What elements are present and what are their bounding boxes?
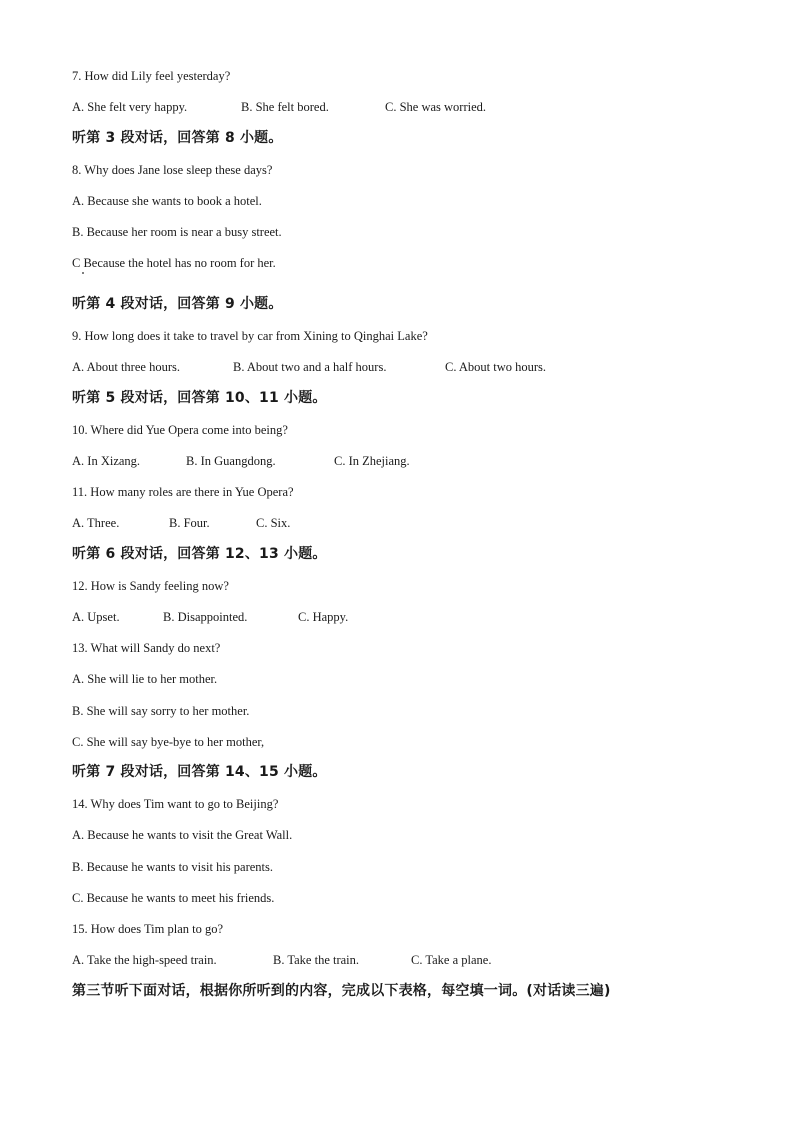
option-7b: B. She felt bored. xyxy=(241,100,329,114)
option-8c: C Because the hotel has no room for her. xyxy=(72,256,276,270)
option-8b: B. Because her room is near a busy street. xyxy=(72,225,282,239)
option-9b: B. About two and a half hours. xyxy=(233,360,387,374)
part-3-instructions: 第三节听下面对话，根据你所听到的内容，完成以下表格，每空填一词。(对话读三遍) xyxy=(72,983,611,999)
question-15: 15. How does Tim plan to go? xyxy=(72,922,224,936)
section-heading-7: 听第 7 段对话，回答第 14、15 小题。 xyxy=(72,764,327,780)
option-11b: B. Four. xyxy=(169,516,210,530)
question-12: 12. How is Sandy feeling now? xyxy=(72,579,229,593)
option-15a: A. Take the high-speed train. xyxy=(72,953,217,967)
option-8a: A. Because she wants to book a hotel. xyxy=(72,194,262,208)
option-10c: C. In Zhejiang. xyxy=(334,454,410,468)
question-11: 11. How many roles are there in Yue Opera? xyxy=(72,485,294,499)
option-13a: A. She will lie to her mother. xyxy=(72,672,218,686)
section-heading-6: 听第 6 段对话，回答第 12、13 小题。 xyxy=(72,546,327,562)
question-10: 10. Where did Yue Opera come into being? xyxy=(72,423,288,437)
option-15c: C. Take a plane. xyxy=(411,953,492,967)
option-12b: B. Disappointed. xyxy=(163,610,248,624)
question-7: 7. How did Lily feel yesterday? xyxy=(72,69,231,83)
option-15b: B. Take the train. xyxy=(273,953,360,967)
option-11a: A. Three. xyxy=(72,516,120,530)
option-10a: A. In Xizang. xyxy=(72,454,141,468)
option-7c: C. She was worried. xyxy=(385,100,487,114)
question-13: 13. What will Sandy do next? xyxy=(72,641,221,655)
option-9a: A. About three hours. xyxy=(72,360,180,374)
question-8: 8. Why does Jane lose sleep these days? xyxy=(72,163,273,177)
option-12c: C. Happy. xyxy=(298,610,349,624)
option-14a: A. Because he wants to visit the Great Wall. xyxy=(72,828,293,842)
option-9c: C. About two hours. xyxy=(445,360,547,374)
stray-dot xyxy=(82,272,84,274)
option-13c: C. She will say bye-bye to her mother, xyxy=(72,735,265,749)
option-7a: A. She felt very happy. xyxy=(72,100,188,114)
option-14c: C. Because he wants to meet his friends. xyxy=(72,891,275,905)
section-heading-5: 听第 5 段对话，回答第 10、11 小题。 xyxy=(72,390,327,406)
option-10b: B. In Guangdong. xyxy=(186,454,276,468)
option-12a: A. Upset. xyxy=(72,610,120,624)
question-14: 14. Why does Tim want to go to Beijing? xyxy=(72,797,279,811)
option-14b: B. Because he wants to visit his parents. xyxy=(72,860,274,874)
section-heading-3: 听第 3 段对话，回答第 8 小题。 xyxy=(72,130,283,146)
option-13b: B. She will say sorry to her mother. xyxy=(72,704,250,718)
option-11c: C. Six. xyxy=(256,516,291,530)
section-heading-4: 听第 4 段对话，回答第 9 小题。 xyxy=(72,296,283,312)
question-9: 9. How long does it take to travel by car from Xining to Qinghai Lake? xyxy=(72,329,428,343)
